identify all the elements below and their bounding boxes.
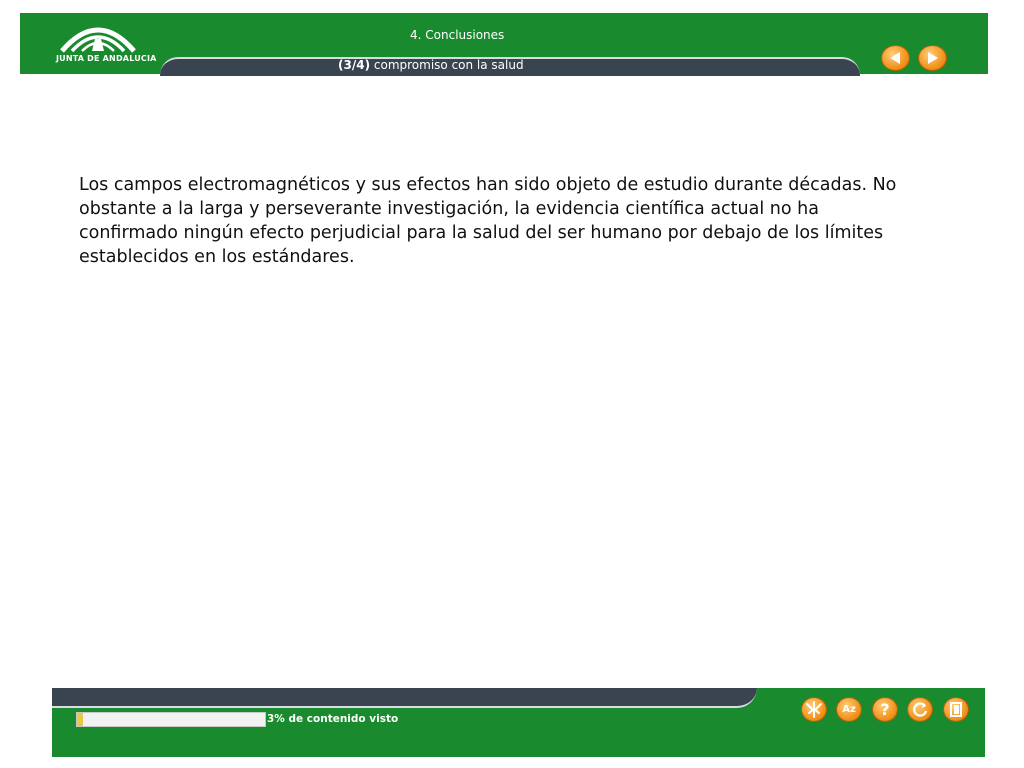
progress-fill — [77, 713, 83, 726]
junta-andalucia-logo — [48, 15, 148, 72]
page-subtitle-text: compromiso con la salud — [370, 58, 524, 72]
question-icon: ? — [880, 700, 890, 719]
gallery-button[interactable] — [802, 698, 826, 721]
arrow-right-icon — [925, 51, 940, 65]
glossary-button[interactable] — [837, 698, 861, 721]
page-counter: (3/4) — [338, 58, 371, 72]
content-paragraph: Los campos electromagnéticos y sus efectos han sido objeto de estudio durante décadas. No obstante a la larga y perseverante investigación, la evidencia científica actual no ha confirmado ningún efecto perjudicial para la salud del ser humano por debajo de los límites establecidos en los estándares. — [79, 175, 897, 267]
footer-band — [52, 688, 757, 708]
progress-label: 3% de contenido visto — [267, 713, 399, 725]
help-button[interactable] — [873, 698, 897, 721]
progress-bar — [76, 712, 266, 727]
header-bar — [20, 13, 988, 74]
book-icon — [944, 698, 968, 721]
previous-page-button[interactable] — [882, 46, 909, 70]
arrow-left-icon — [888, 51, 903, 65]
refresh-button[interactable] — [908, 698, 932, 721]
footer-bar — [52, 688, 985, 757]
page-subtitle — [338, 58, 524, 72]
section-title: 4. Conclusiones — [410, 28, 505, 42]
book-button[interactable] — [944, 698, 968, 721]
hands-icon — [802, 698, 826, 721]
next-page-button[interactable] — [919, 46, 946, 70]
logo-text: JUNTA DE ANDALUCIA — [56, 54, 157, 63]
az-icon: Az — [842, 704, 856, 715]
refresh-icon — [908, 698, 932, 721]
